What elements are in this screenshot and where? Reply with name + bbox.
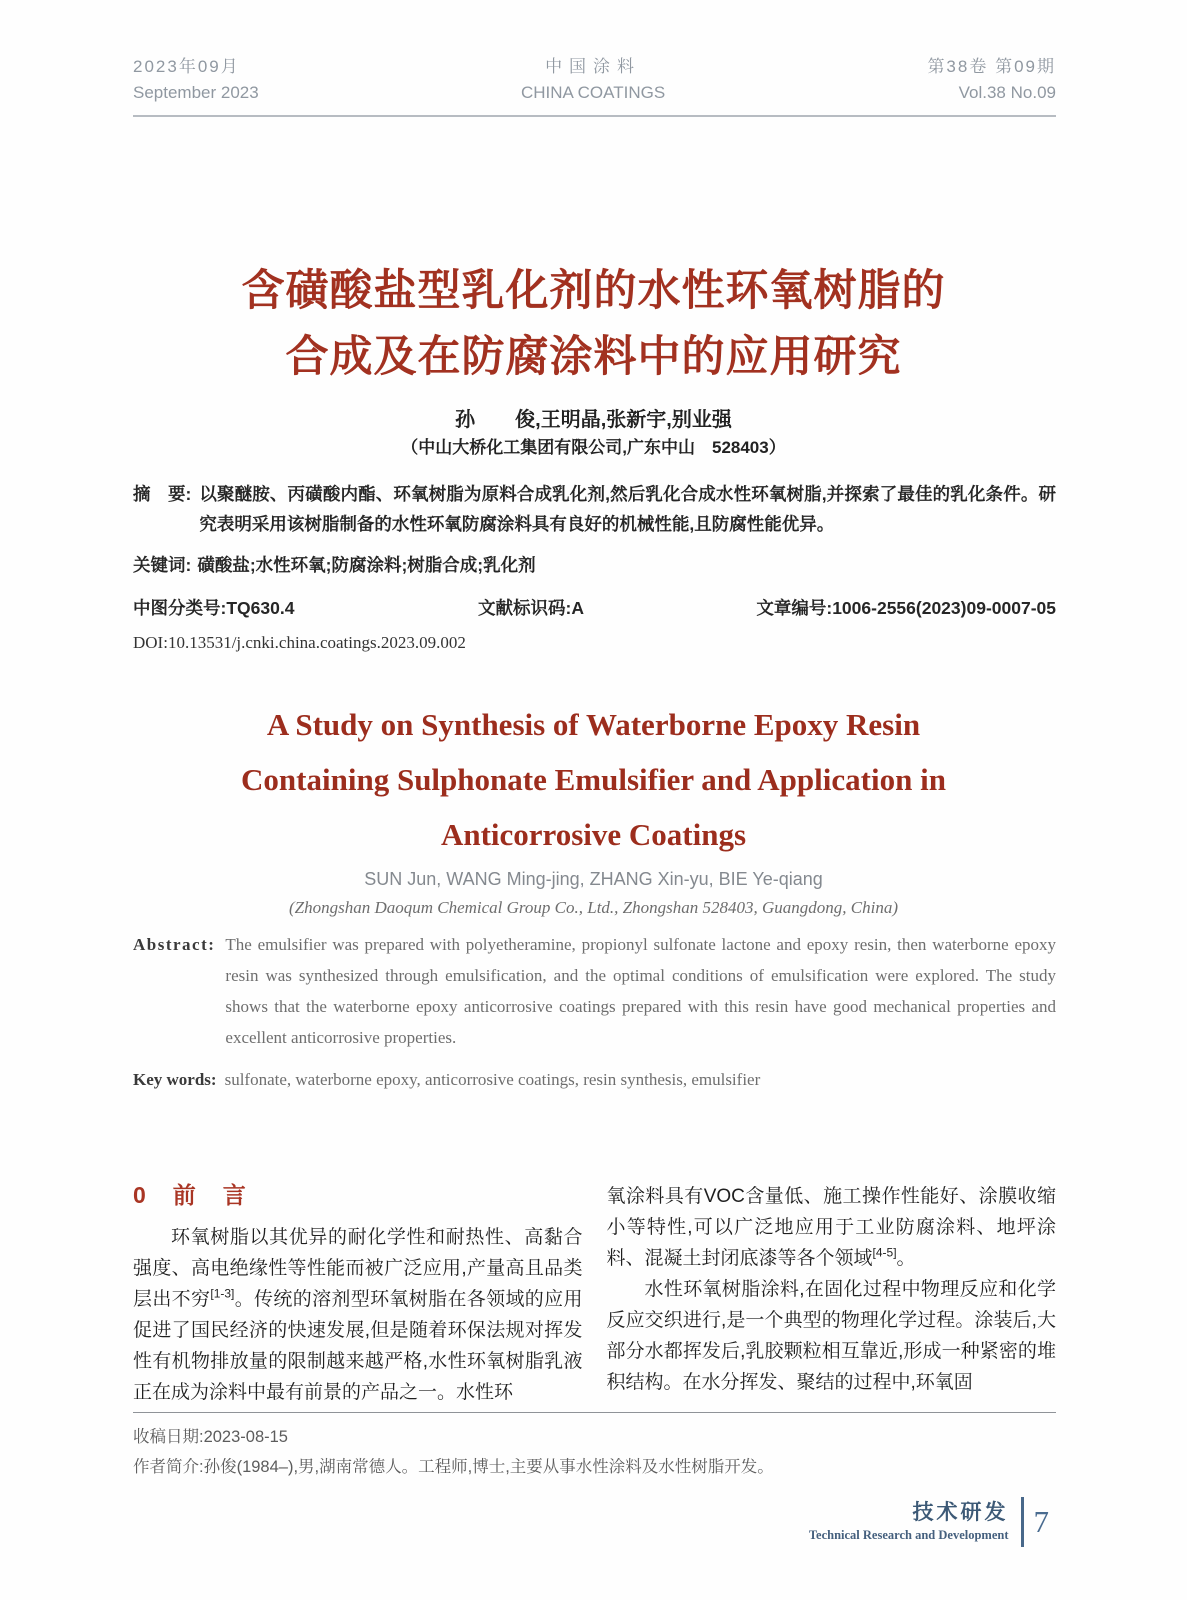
footer-column-cn: 技术研发 [912,1501,1009,1524]
abstract-cn [133,479,1056,539]
abstract-cn-label: 摘 要: [133,484,192,504]
authors-en: SUN Jun, WANG Ming-jing, ZHANG Xin-yu, BIE Ye-qiang [364,869,823,889]
footer-divider-bar [1021,1497,1024,1547]
intro-right-text: 氧涂料具有VOC含量低、施工操作性能好、涂膜收缩小等特性,可以广泛地应用于工业防腐涂料、地坪涂料、混凝土封闭底漆等各个领域 [606,1186,1056,1269]
page-footer [809,1497,1049,1547]
body-columns [133,1180,1056,1408]
meta-block-cn [133,479,1056,653]
body-column-left [133,1180,583,1408]
journal-name-en: CHINA COATINGS [520,83,666,102]
page-number: 7 [1033,1504,1049,1539]
abstract-en [133,929,1056,1053]
issue-cn: 第38卷 第09期 [927,57,1056,76]
running-head-journal [521,54,665,106]
intro-paragraph-left [133,1222,583,1408]
affiliation-cn: （中山大桥化工集团有限公司,广东中山 528403） [401,438,786,457]
intro-left-text-cont: 。传统的溶剂型环氧树脂在各领域的应用促进了国民经济的快速发展,但是随着环保法规对挥发性有机物排放量的限制越来越严格,水性环氧树脂乳液正在成为涂料中最有前景的产品之一。水性环 [133,1289,583,1403]
keywords-en-text: sulfonate, waterborne epoxy, anticorrosive coatings, resin synthesis, emulsifier [224,1070,761,1089]
author-bio: 作者简介:孙俊(1984–),男,湖南常德人。工程师,博士,主要从事水性涂料及水性树脂开发。 [133,1458,774,1476]
issue-en: Vol.38 No.09 [958,83,1056,102]
meta-block-en [133,929,1056,1093]
article-id: 文章编号:1006-2556(2023)09-0007-05 [756,598,1056,618]
running-head-issue [927,54,1056,106]
intro-right-text-cont: 。 [896,1248,916,1269]
intro-paragraph-right-2: 水性环氧树脂涂料,在固化过程中物理反应和化学反应交织进行,是一个典型的物理化学过程。涂装后,大部分水都挥发后,乳胶颗粒相互靠近,形成一种紧密的堆积结构。在水分挥发、聚结的过程中,环氧固 [606,1279,1056,1393]
abstract-en-label: Abstract: [133,935,216,954]
classification-row [133,595,1056,621]
abstract-en-text: The emulsifier was prepared with polyetheramine, propionyl sulfonate lactone and epoxy resin, then waterborne epoxy resin was synthesized through emulsification, and the optimal conditions of emulsification were explored. The study shows that the waterborne epoxy anticorrosive coatings prepared with this resin have good mechanical properties and excellent anticorrosive properties. [225,935,1056,1047]
footnote-block [133,1412,1056,1482]
article-title-cn [0,258,1187,390]
article-title-cn-line1: 含磺酸盐型乳化剂的水性环氧树脂的 [241,267,946,315]
keywords-cn-text: 磺酸盐;水性环氧;防腐涂料;树脂合成;乳化剂 [197,555,536,575]
keywords-cn-label: 关键词: [133,555,192,575]
footer-column-title [809,1500,1009,1544]
clc-number: 中图分类号:TQ630.4 [133,598,295,618]
citation-ref-1-3: [1-3] [210,1286,235,1301]
keywords-cn [133,552,1056,578]
intro-left-text: 环氧树脂以其优异的耐化学性和耐热性、高黏合强度、高电绝缘性等性能而被广泛应用,产量高且品类层出不穷 [133,1227,583,1310]
abstract-cn-text: 以聚醚胺、丙磺酸内酯、环氧树脂为原料合成乳化剂,然后乳化合成水性环氧树脂,并探索了最佳的乳化条件。研究表明采用该树脂制备的水性环氧防腐涂料具有良好的机械性能,且防腐性能优异。 [199,484,1056,534]
doi: DOI:10.13531/j.cnki.china.coatings.2023.09.002 [133,633,466,652]
article-title-en-line2: Containing Sulphonate Emulsifier and Application in [241,762,946,797]
date-en: September 2023 [133,83,259,102]
date-cn: 2023年09月 [133,57,240,76]
citation-ref-4-5: [4-5] [872,1245,897,1260]
article-title-cn-line2: 合成及在防腐涂料中的应用研究 [285,333,902,381]
footer-column-en: Technical Research and Development [808,1528,1009,1542]
section-heading-intro: 0 前 言 [133,1182,248,1208]
intro-paragraph-right-1 [607,1181,1057,1274]
article-title-en [0,697,1187,862]
affiliation-en: (Zhongshan Daoqum Chemical Group Co., Ltd., Zhongshan 528403, Guangdong, China) [288,898,899,917]
article-title-en-line3: Anticorrosive Coatings [440,817,747,852]
authors-cn: 孙 俊,王明晶,张新宇,别业强 [455,409,732,431]
body-column-right [607,1180,1057,1408]
keywords-en [133,1067,1056,1093]
running-head [133,54,1056,117]
running-head-date [133,54,259,106]
journal-name-cn: 中国涂料 [545,57,642,76]
article-title-en-line1: A Study on Synthesis of Waterborne Epoxy Resin [266,707,921,742]
received-date: 收稿日期:2023-08-15 [133,1428,288,1446]
keywords-en-label: Key words: [133,1070,217,1089]
document-code: 文献标识码:A [478,598,584,618]
